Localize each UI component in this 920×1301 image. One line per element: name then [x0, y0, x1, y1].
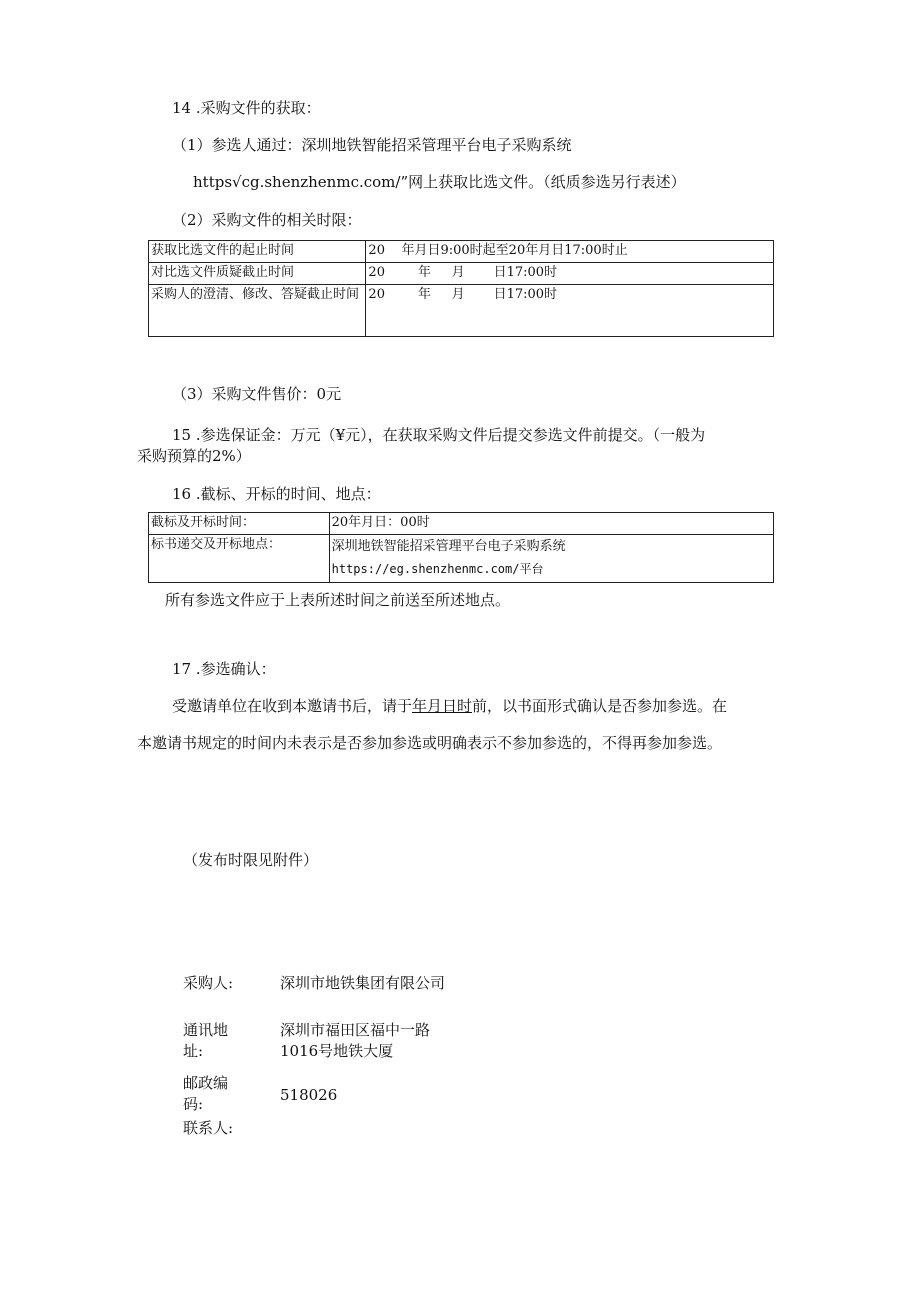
table-cell-label: 截标及开标时间： — [149, 513, 330, 535]
table-cell-value: 20 年月日9:00时起至20年月日17:00时止 — [366, 241, 774, 263]
section-14-item-1-line-2: https√cg.shenzhenmc.com/”网上获取比选文件。（纸质参选另行表述） — [193, 173, 686, 191]
attachment-note: （发布时限见附件） — [183, 851, 319, 869]
confirm-deadline-blank: 年月日时 — [412, 697, 473, 715]
section-15-line-2: 采购预算的2%） — [137, 447, 251, 465]
location-line-1: 深圳地铁智能招采管理平台电子采购系统 — [331, 539, 566, 554]
para-text-2: 前，以书面形式确认是否参加参选。在 — [472, 697, 728, 715]
location-line-2: https://eg.shenzhenmc.com/平台 — [331, 562, 544, 576]
para-text-1: 受邀请单位在收到本邀请书后，请于 — [172, 697, 413, 715]
table-row — [149, 513, 774, 535]
table-cell-value: 20 年 月 日17:00时 — [366, 285, 774, 337]
postcode-value: 518026 — [280, 1086, 338, 1104]
table-cell-label: 标书递交及开标地点： — [149, 535, 330, 583]
section-14-item-2-heading: （2）采购文件的相关时限： — [172, 211, 362, 229]
table-row — [149, 285, 774, 337]
address-value-line-2: 1016号地铁大厦 — [280, 1042, 394, 1060]
purchaser-value: 深圳市地铁集团有限公司 — [280, 974, 446, 992]
table-cell-label: 采购人的澄清、修改、答疑截止时间 — [149, 285, 366, 337]
table-row — [149, 263, 774, 285]
address-value-line-1: 深圳市福田区福中一路 — [280, 1021, 431, 1039]
table-cell-label: 对比选文件质疑截止时间 — [149, 263, 366, 285]
address-label: 通讯地址: — [183, 1021, 229, 1060]
contact-person-label: 联系人: — [183, 1119, 234, 1137]
table-row — [149, 241, 774, 263]
purchaser-label: 采购人: — [183, 974, 234, 992]
table-cell-value — [329, 535, 773, 583]
table-cell-value: 20年月日：00时 — [329, 513, 773, 535]
procurement-deadline-table — [148, 240, 774, 337]
section-17-heading: 17 .参选确认： — [172, 660, 276, 678]
table-row — [149, 535, 774, 583]
section-16-note: 所有参选文件应于上表所述时间之前送至所述地点。 — [165, 591, 511, 609]
bid-opening-table — [148, 512, 774, 583]
section-14-heading: 14 .采购文件的获取： — [172, 99, 321, 117]
section-16-heading: 16 .截标、开标的时间、地点： — [172, 485, 381, 503]
table-cell-label: 获取比选文件的起止时间 — [149, 241, 366, 263]
section-17-paragraph-line-2: 本邀请书规定的时间内未表示是否参加参选或明确表示不参加参选的，不得再参加参选。 — [137, 734, 723, 752]
postcode-label: 邮政编码: — [183, 1074, 229, 1113]
table-cell-value: 20 年 月 日17:00时 — [366, 263, 774, 285]
section-14-item-3: （3）采购文件售价：0元 — [172, 385, 342, 403]
section-15-line-1: 15 .参选保证金：万元（¥元），在获取采购文件后提交参选文件前提交。（一般为 — [172, 426, 706, 444]
section-17-paragraph-line-1 — [172, 696, 727, 716]
section-14-item-1-line-1: （1）参选人通过：深圳地铁智能招采管理平台电子采购系统 — [172, 136, 572, 154]
